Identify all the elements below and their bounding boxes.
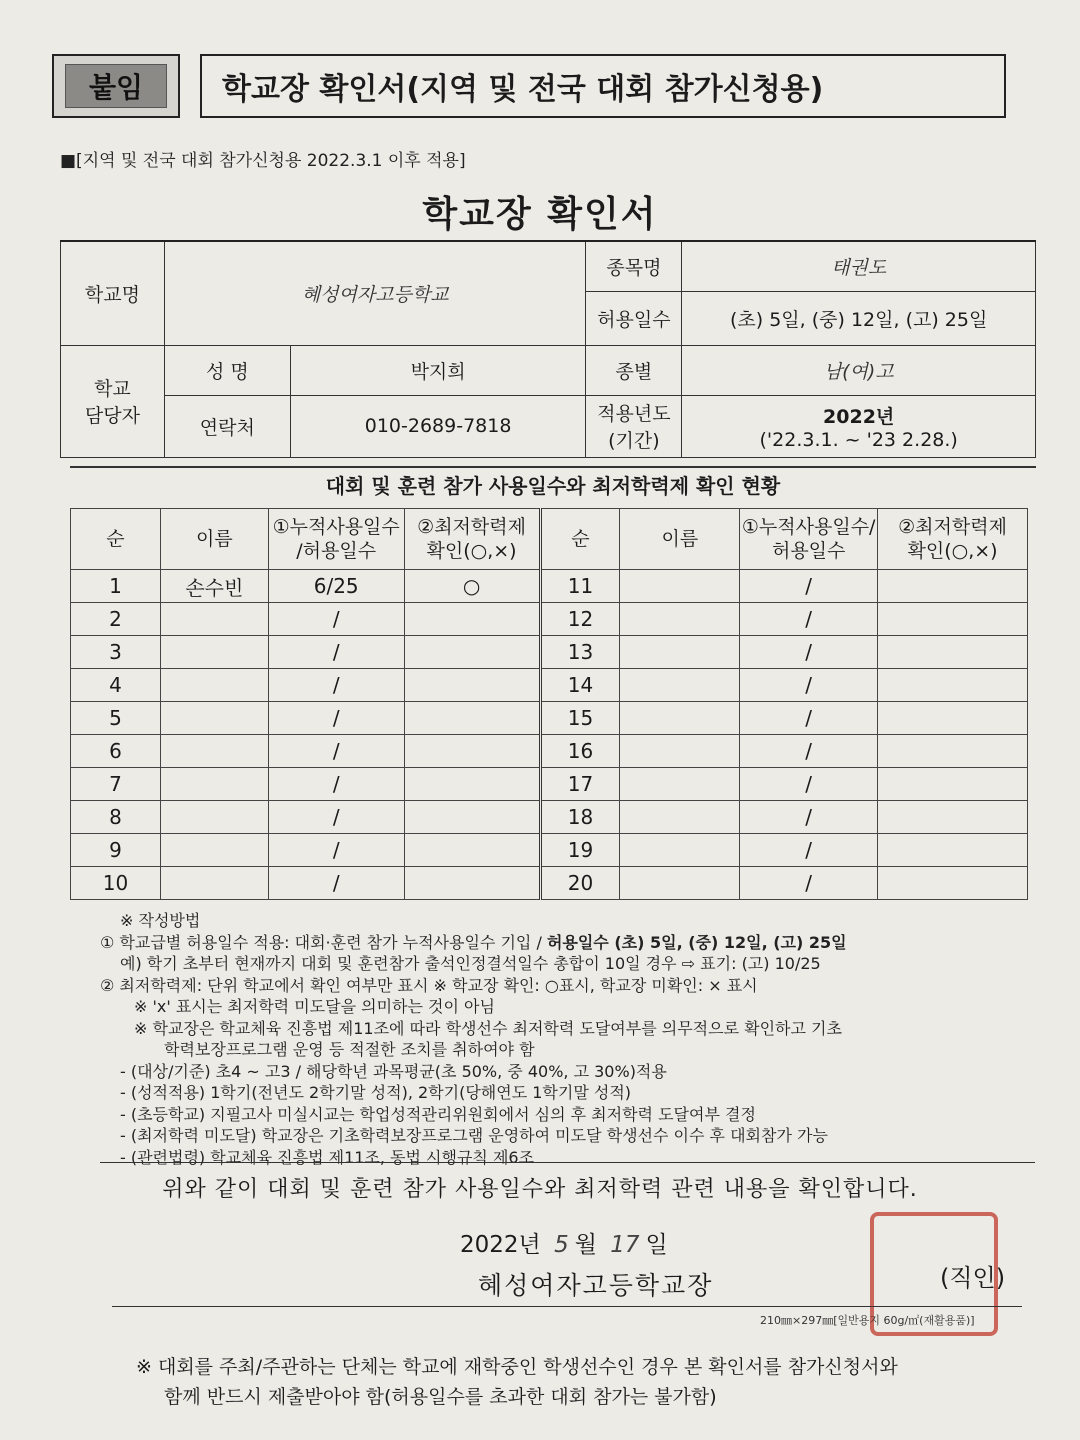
- date-month: 5: [554, 1232, 569, 1258]
- row-no: 13: [540, 636, 620, 669]
- row-days: /: [740, 669, 878, 702]
- date-day: 17: [610, 1232, 640, 1258]
- header-no-right: 순: [540, 509, 620, 570]
- row-days: /: [740, 867, 878, 900]
- row-name: [620, 669, 740, 702]
- header-no-left: 순: [71, 509, 161, 570]
- date-month-unit: 월: [574, 1232, 597, 1258]
- school-info-table: [60, 240, 1036, 458]
- header-min-right-line2: 확인(○,×): [907, 540, 998, 562]
- table-row: [71, 669, 1028, 702]
- row-name: [160, 801, 268, 834]
- row-days: /: [268, 867, 404, 900]
- row-check: [404, 735, 540, 768]
- row-no: 6: [71, 735, 161, 768]
- row-no: 9: [71, 834, 161, 867]
- note-5: - (대상/기준) 초4 ~ 고3 / 해당학년 과목평균(초 50%, 중 40%, 고 30%)적용: [120, 1061, 667, 1081]
- manager-label-line1: 학교: [94, 378, 131, 400]
- row-days: /: [268, 603, 404, 636]
- header-days-left: [268, 509, 404, 570]
- row-no: 5: [71, 702, 161, 735]
- row-days: /: [268, 834, 404, 867]
- row-days: /: [268, 735, 404, 768]
- row-check: [878, 603, 1028, 636]
- note-1-bold: 허용일수 (초) 5일, (중) 12일, (고) 25일: [546, 932, 847, 952]
- row-no: 2: [71, 603, 161, 636]
- row-check: [878, 735, 1028, 768]
- row-name: [620, 834, 740, 867]
- row-name: [620, 570, 740, 603]
- row-check: [404, 669, 540, 702]
- note-9: - (관련법령) 학교체육 진흥법 제11조, 동법 시행규칙 제6조: [120, 1147, 535, 1167]
- row-no: 15: [540, 702, 620, 735]
- row-no: 1: [71, 570, 161, 603]
- signature-date: [460, 1226, 668, 1259]
- table-row: [71, 801, 1028, 834]
- row-days: 6/25: [268, 570, 404, 603]
- allowed-days-label: 허용일수: [586, 291, 682, 345]
- row-days: /: [268, 702, 404, 735]
- table-row: [71, 570, 1028, 603]
- category-label: 종별: [586, 345, 682, 395]
- manager-name-value: 박지희: [290, 345, 586, 395]
- document-title: 학교장 확인서: [422, 194, 658, 235]
- row-no: 4: [71, 669, 161, 702]
- table-row: [71, 834, 1028, 867]
- row-check: [878, 570, 1028, 603]
- sport-label: 종목명: [586, 241, 682, 291]
- row-name: [620, 801, 740, 834]
- row-no: 18: [540, 801, 620, 834]
- row-name: [160, 867, 268, 900]
- row-no: 16: [540, 735, 620, 768]
- row-days: /: [268, 669, 404, 702]
- row-days: /: [268, 768, 404, 801]
- period-year: 2022년: [823, 405, 895, 428]
- row-days: /: [268, 801, 404, 834]
- row-name: [160, 603, 268, 636]
- school-name-value: 혜성여자고등학교: [164, 241, 586, 345]
- attachment-tag-label: 붙임: [65, 64, 167, 108]
- name-label: 성 명: [164, 345, 290, 395]
- row-check: [404, 867, 540, 900]
- row-days: /: [740, 570, 878, 603]
- row-name: [160, 702, 268, 735]
- instructions-notes: [100, 910, 1030, 1168]
- row-no: 20: [540, 867, 620, 900]
- header-min-right: [878, 509, 1028, 570]
- row-days: /: [740, 702, 878, 735]
- header-days-left-line2: /허용일수: [296, 540, 377, 562]
- bottom-divider: [112, 1306, 1022, 1307]
- row-no: 10: [71, 867, 161, 900]
- table-row: [71, 702, 1028, 735]
- category-value: 남(여)고: [682, 345, 1036, 395]
- row-name: [620, 702, 740, 735]
- table-row: [71, 735, 1028, 768]
- footer-line-2: 함께 반드시 제출받아야 함(허용일수를 초과한 대회 참가는 불가함): [164, 1386, 717, 1408]
- footer-note: [136, 1352, 1036, 1412]
- row-days: /: [740, 636, 878, 669]
- row-check: [404, 636, 540, 669]
- row-check: [878, 702, 1028, 735]
- contact-label: 연락처: [164, 395, 290, 457]
- header-days-right: [740, 509, 878, 570]
- row-check: ○: [404, 570, 540, 603]
- note-2: ② 최저학력제: 단위 학교에서 확인 여부만 표시 ※ 학교장 확인: ○표시, 학교장 미확인: × 표시: [100, 975, 758, 995]
- header-min-left-line2: 확인(○,×): [426, 540, 517, 562]
- row-no: 8: [71, 801, 161, 834]
- sport-value: 태권도: [682, 241, 1036, 291]
- header-min-right-line1: ②최저학력제: [898, 516, 1007, 538]
- manager-label-line2: 담당자: [84, 405, 140, 427]
- row-days: /: [740, 768, 878, 801]
- footer-line-1: ※ 대회를 주최/주관하는 단체는 학교에 재학중인 학생선수인 경우 본 확인서를 참가신청서와: [136, 1356, 898, 1378]
- note-4-cont: 학력보장프로그램 운영 등 적절한 조치를 취하여야 함: [164, 1040, 535, 1059]
- header-days-right-line2: 허용일수: [771, 540, 846, 562]
- row-name: [160, 834, 268, 867]
- allowed-days-value: (초) 5일, (중) 12일, (고) 25일: [682, 291, 1036, 345]
- row-name: [160, 768, 268, 801]
- row-no: 7: [71, 768, 161, 801]
- header-name-left: 이름: [160, 509, 268, 570]
- row-no: 17: [540, 768, 620, 801]
- note-8: - (최저학력 미도달) 학교장은 기초학력보장프로그램 운영하여 미도달 학생선수 이수 후 대회참가 가능: [120, 1126, 828, 1145]
- period-label-line1: 적용년도: [597, 403, 671, 425]
- row-check: [404, 768, 540, 801]
- attachment-tag: [52, 54, 180, 118]
- row-name: [620, 636, 740, 669]
- participation-table: [70, 508, 1028, 900]
- row-days: /: [740, 834, 878, 867]
- row-days: /: [268, 636, 404, 669]
- paper-spec: 210㎜×297㎜[일반용지 60g/㎡(재활용품)]: [760, 1314, 975, 1327]
- header-min-left-line1: ②최저학력제: [417, 516, 526, 538]
- header-name-right: 이름: [620, 509, 740, 570]
- row-check: [404, 834, 540, 867]
- row-no: 12: [540, 603, 620, 636]
- row-no: 11: [540, 570, 620, 603]
- row-no: 3: [71, 636, 161, 669]
- note-1-text: ① 학교급별 허용일수 적용: 대회·훈련 참가 누적사용일수 기입 /: [100, 932, 547, 952]
- row-name: [620, 735, 740, 768]
- header-title: 학교장 확인서(지역 및 전국 대회 참가신청용): [200, 54, 1006, 118]
- confirmation-statement: 위와 같이 대회 및 훈련 참가 사용일수와 최저학력 관련 내용을 확인합니다.: [162, 1177, 918, 1202]
- row-check: [878, 834, 1028, 867]
- row-check: [878, 867, 1028, 900]
- row-name: [160, 735, 268, 768]
- notes-heading: ※ 작성방법: [120, 911, 201, 930]
- row-check: [878, 801, 1028, 834]
- period-label-line2: (기간): [608, 430, 660, 452]
- table-row: [71, 636, 1028, 669]
- row-check: [878, 669, 1028, 702]
- note-3: ※ 'x' 표시는 최저학력 미도달을 의미하는 것이 아님: [134, 997, 495, 1016]
- contact-value: 010-2689-7818: [290, 395, 586, 457]
- note-4: ※ 학교장은 학교체육 진흥법 제11조에 따라 학생선수 최저학력 도달여부를 의무적으로 확인하고 기초: [134, 1018, 842, 1038]
- table-row: [71, 867, 1028, 900]
- header-min-left: [404, 509, 540, 570]
- manager-label: [61, 345, 165, 457]
- period-value: [682, 395, 1036, 457]
- row-name: [620, 603, 740, 636]
- note-7: - (초등학교) 지필고사 미실시교는 학업성적관리위원회에서 심의 후 최저학력 도달여부 결정: [120, 1104, 756, 1124]
- row-days: /: [740, 735, 878, 768]
- date-year: 2022년: [460, 1232, 541, 1258]
- note-1: [100, 932, 1030, 954]
- school-name-label: 학교명: [61, 241, 165, 345]
- row-name: [620, 768, 740, 801]
- row-no: 14: [540, 669, 620, 702]
- seal-label: (직인): [940, 1264, 1006, 1292]
- table-row: [71, 768, 1028, 801]
- section-title: 대회 및 훈련 참가 사용일수와 최저학력제 확인 현황: [70, 466, 1036, 508]
- row-check: [878, 768, 1028, 801]
- table-row: [71, 603, 1028, 636]
- form-subtitle: ■[지역 및 전국 대회 참가신청용 2022.3.1 이후 적용]: [60, 151, 466, 171]
- period-label: [586, 395, 682, 457]
- row-no: 19: [540, 834, 620, 867]
- row-check: [404, 702, 540, 735]
- row-name: [620, 867, 740, 900]
- note-6: - (성적적용) 1학기(전년도 2학기말 성적), 2학기(당해연도 1학기말 성적): [120, 1083, 632, 1102]
- header-days-right-line1: ①누적사용일수/: [741, 516, 876, 538]
- notes-divider: [100, 1162, 1035, 1163]
- header-days-left-line1: ①누적사용일수: [272, 516, 400, 538]
- row-check: [878, 636, 1028, 669]
- row-name: [160, 669, 268, 702]
- note-1-example: 예) 학기 초부터 현재까지 대회 및 훈련참가 출석인정결석일수 총합이 10일 경우 ⇨ 표기: (고) 10/25: [120, 954, 821, 973]
- principal-title: 혜성여자고등학교장: [478, 1271, 714, 1300]
- row-days: /: [740, 801, 878, 834]
- period-range: ('22.3.1. ~ '23 2.28.): [759, 428, 958, 451]
- row-name: 손수빈: [160, 570, 268, 603]
- row-name: [160, 636, 268, 669]
- date-day-unit: 일: [645, 1232, 668, 1258]
- row-check: [404, 603, 540, 636]
- row-days: /: [740, 603, 878, 636]
- row-check: [404, 801, 540, 834]
